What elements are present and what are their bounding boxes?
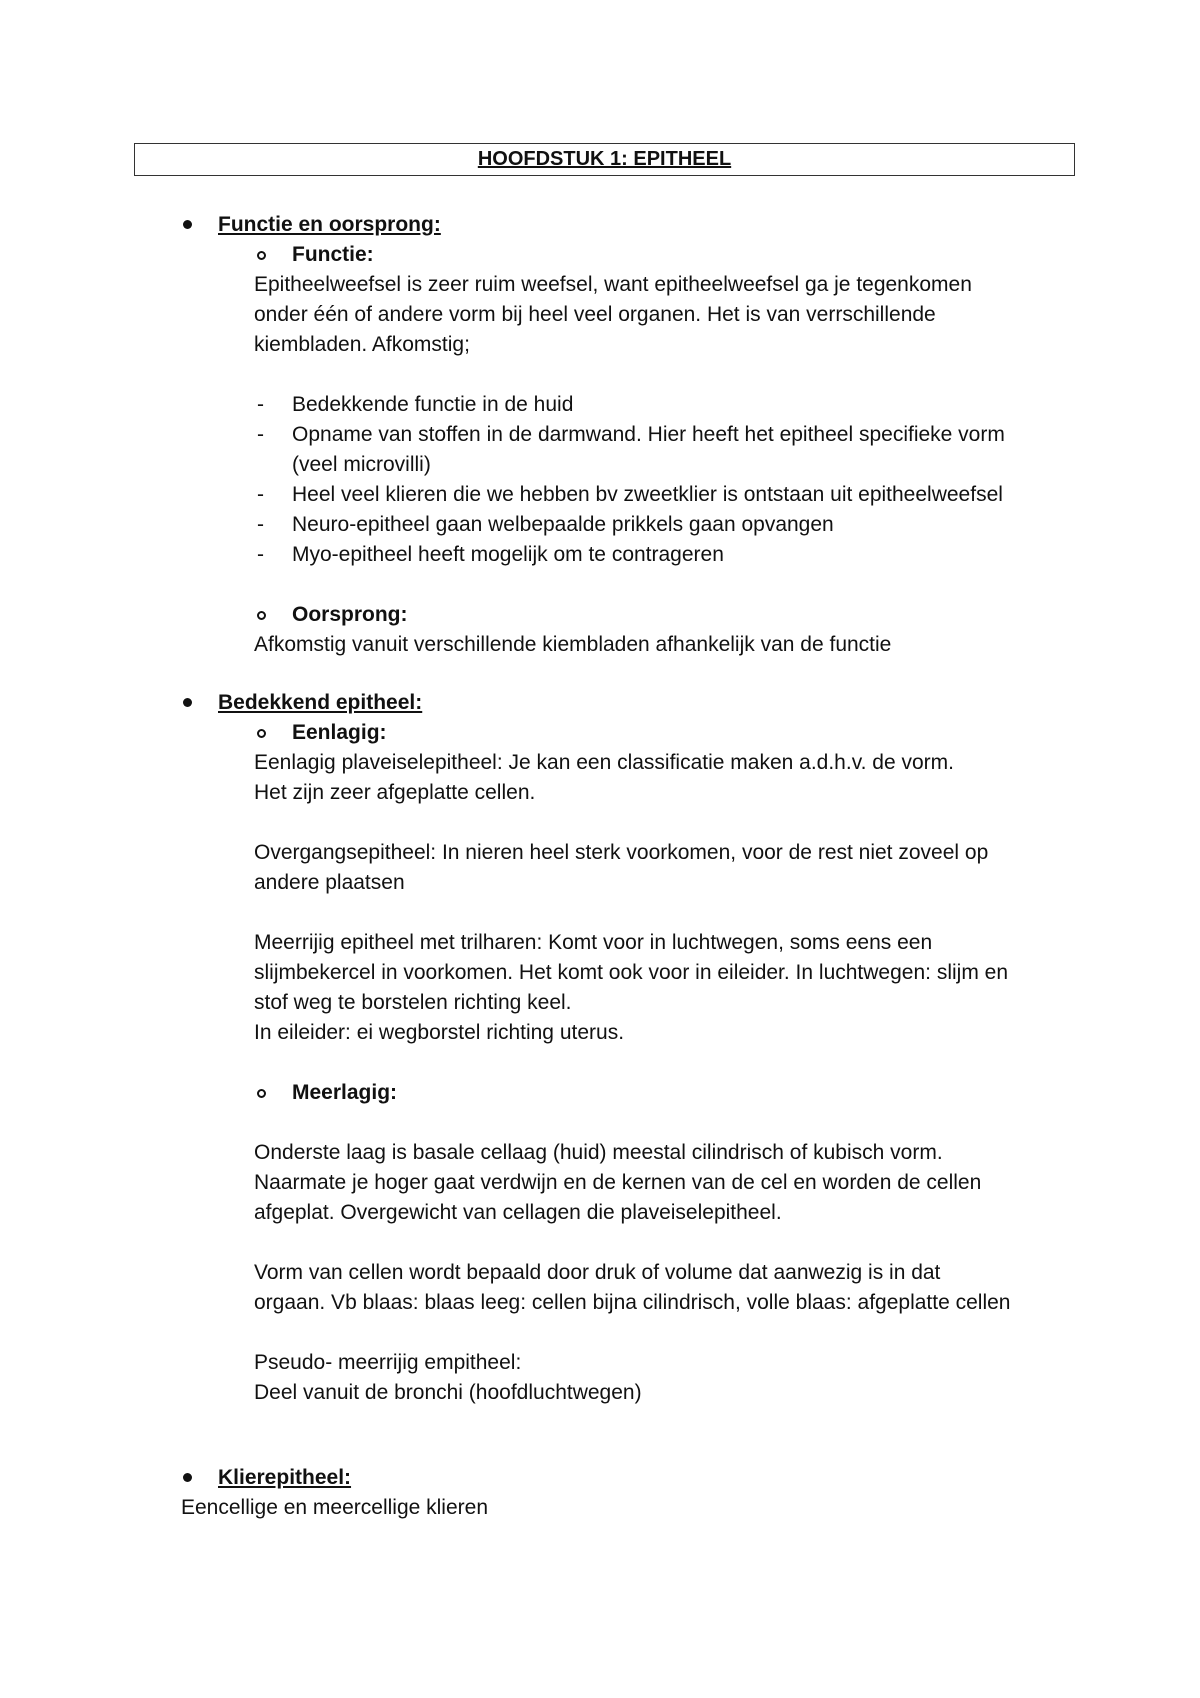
- page-title: HOOFDSTUK 1: EPITHEEL: [477, 148, 732, 170]
- bullet-icon: [183, 1473, 192, 1482]
- dash-marker: -: [257, 543, 264, 566]
- dash-marker: -: [257, 513, 264, 536]
- paragraph-line: Naarmate je hoger gaat verdwijn en de kernen van de cel en worden de cellen: [254, 1171, 982, 1194]
- paragraph-line: Deel vanuit de bronchi (hoofdluchtwegen): [254, 1381, 642, 1404]
- subheading-oorsprong: Oorsprong:: [292, 603, 408, 626]
- list-item: (veel microvilli): [292, 453, 431, 476]
- subheading-functie: Functie:: [292, 243, 374, 266]
- section-heading-bedekkend: Bedekkend epitheel:: [218, 691, 423, 714]
- circle-bullet-icon: [257, 1089, 266, 1098]
- dash-marker: -: [257, 393, 264, 416]
- paragraph-line: slijmbekercel in voorkomen. Het komt ook voor in eileider. In luchtwegen: slijm en: [254, 961, 1009, 984]
- paragraph-line: stof weg te borstelen richting keel.: [254, 991, 572, 1014]
- list-item: Heel veel klieren die we hebben bv zweetklier is ontstaan uit epitheelweefsel: [292, 483, 1003, 506]
- paragraph-line: Overgangsepitheel: In nieren heel sterk voorkomen, voor de rest niet zoveel op: [254, 841, 989, 864]
- paragraph-line: Epitheelweefsel is zeer ruim weefsel, want epitheelweefsel ga je tegenkomen: [254, 273, 972, 296]
- paragraph-line: Onderste laag is basale cellaag (huid) meestal cilindrisch of kubisch vorm.: [254, 1141, 943, 1164]
- paragraph-line: Het zijn zeer afgeplatte cellen.: [254, 781, 536, 804]
- paragraph-line: andere plaatsen: [254, 871, 405, 894]
- list-item: Bedekkende functie in de huid: [292, 393, 574, 416]
- paragraph-line: Afkomstig vanuit verschillende kiembladen afhankelijk van de functie: [254, 633, 892, 656]
- paragraph-line: In eileider: ei wegborstel richting uterus.: [254, 1021, 625, 1044]
- subheading-eenlagig: Eenlagig:: [292, 721, 387, 744]
- dash-marker: -: [257, 483, 264, 506]
- bullet-icon: [183, 698, 192, 707]
- paragraph-line: afgeplat. Overgewicht van cellagen die plaveiselepitheel.: [254, 1201, 782, 1224]
- paragraph-line: orgaan. Vb blaas: blaas leeg: cellen bijna cilindrisch, volle blaas: afgeplatte cellen: [254, 1291, 1011, 1314]
- section-heading-klier: Klierepitheel:: [218, 1466, 352, 1489]
- paragraph-line: Vorm van cellen wordt bepaald door druk of volume dat aanwezig is in dat: [254, 1261, 941, 1284]
- section-heading-functie-oorsprong: Functie en oorsprong:: [218, 213, 441, 236]
- list-item: Opname van stoffen in de darmwand. Hier heeft het epitheel specifieke vorm: [292, 423, 1005, 446]
- circle-bullet-icon: [257, 251, 266, 260]
- paragraph-line: onder één of andere vorm bij heel veel organen. Het is van verrschillende: [254, 303, 936, 326]
- page-title-box: [134, 143, 1075, 176]
- paragraph-line: Pseudo- meerrijig empitheel:: [254, 1351, 522, 1374]
- subheading-meerlagig: Meerlagig:: [292, 1081, 398, 1104]
- circle-bullet-icon: [257, 729, 266, 738]
- paragraph-line: Meerrijig epitheel met trilharen: Komt voor in luchtwegen, soms eens een: [254, 931, 933, 954]
- list-item: Myo-epitheel heeft mogelijk om te contrageren: [292, 543, 724, 566]
- paragraph-line: kiembladen. Afkomstig;: [254, 333, 470, 356]
- paragraph-line: Eenlagig plaveiselepitheel: Je kan een classificatie maken a.d.h.v. de vorm.: [254, 751, 955, 774]
- bullet-icon: [183, 220, 192, 229]
- dash-marker: -: [257, 423, 264, 446]
- list-item: Neuro-epitheel gaan welbepaalde prikkels gaan opvangen: [292, 513, 834, 536]
- circle-bullet-icon: [257, 611, 266, 620]
- paragraph-line: Eencellige en meercellige klieren: [181, 1496, 489, 1519]
